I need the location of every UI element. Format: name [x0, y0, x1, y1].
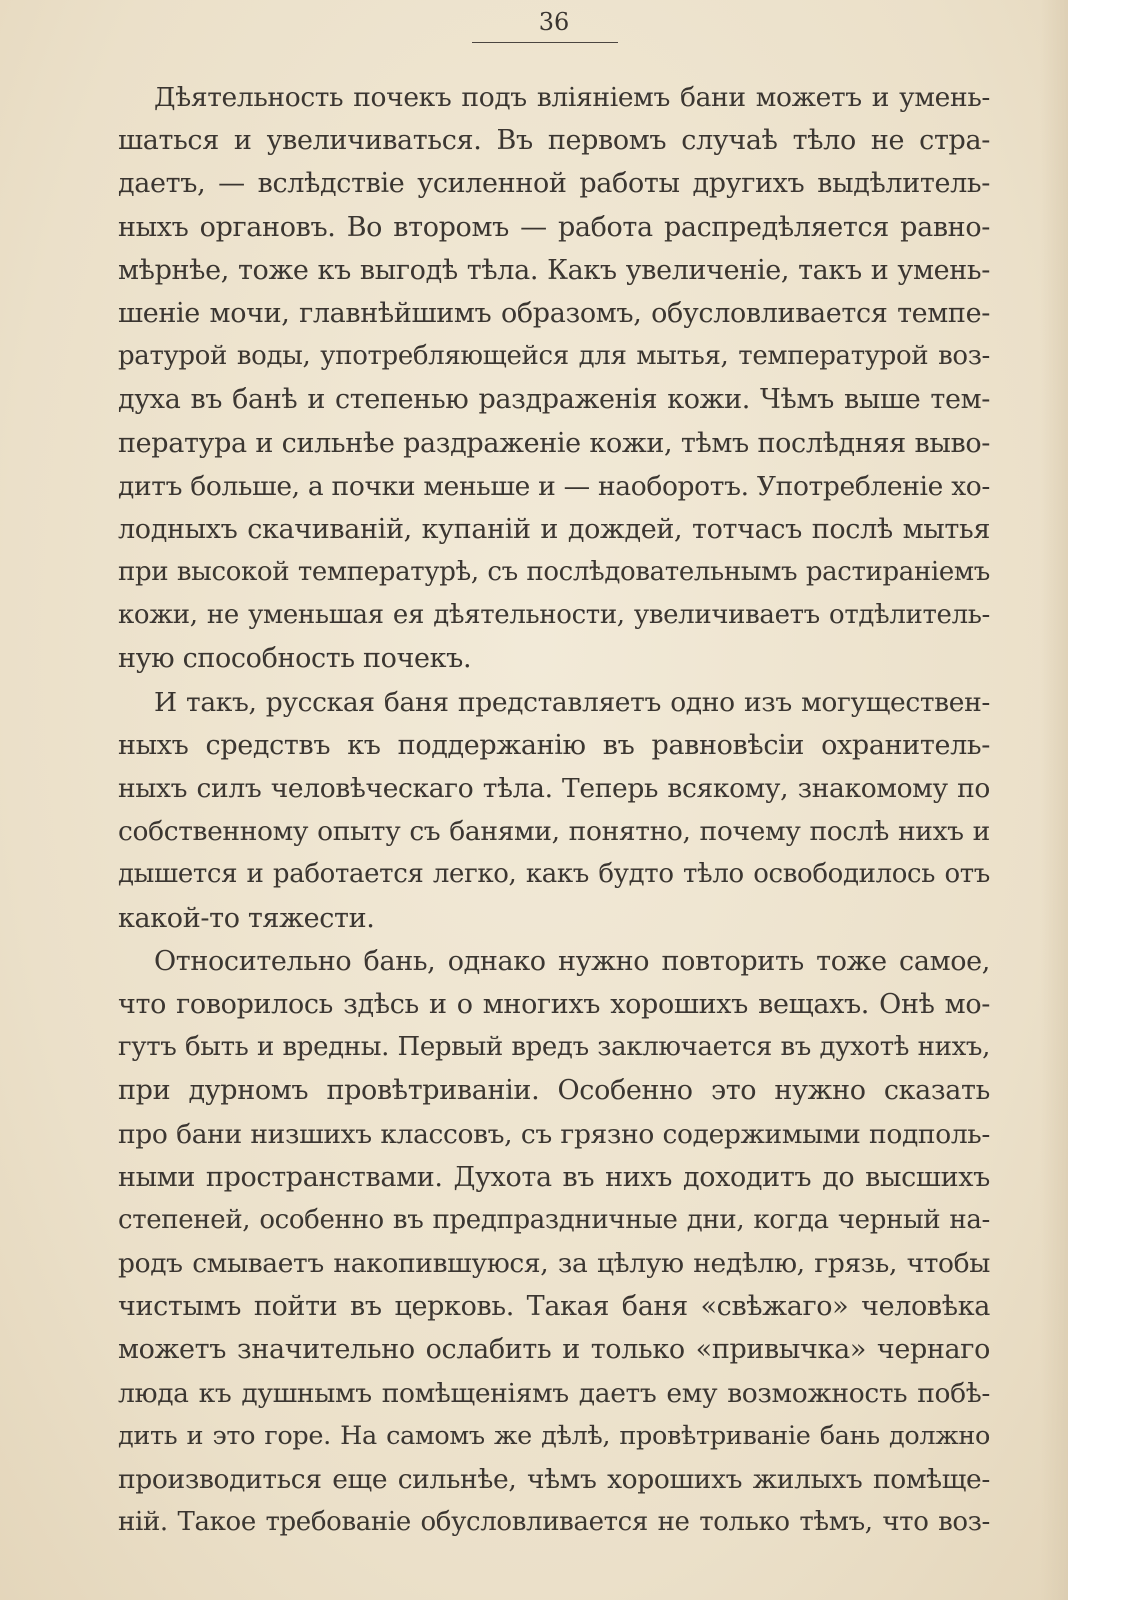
text-line: ныхъ силъ человѣческаго тѣла. Теперь всякому, знакомому по [118, 773, 990, 804]
text-line: при дурномъ провѣтриваніи. Особенно это нужно сказать [118, 1075, 990, 1107]
text-line: собственному опыту съ банями, понятно, почему послѣ нихъ и [118, 816, 990, 848]
text-line: мѣрнѣе, тоже къ выгодѣ тѣла. Какъ увеличеніе, такъ и умень- [118, 254, 990, 286]
text-line: про бани низшихъ классовъ, съ грязно содержимыми подполь- [118, 1118, 990, 1150]
paragraph-3 [118, 940, 990, 1545]
text-line: кожи, не уменьшая ея дѣятельности, увеличиваетъ отдѣлитель- [118, 600, 990, 631]
text-line: производиться еще сильнѣе, чѣмъ хорошихъ жилыхъ помѣще- [118, 1464, 990, 1495]
text-line: при высокой температурѣ, съ послѣдовательнымъ растираніемъ [118, 557, 990, 588]
text-line: можетъ значительно ослабить и только «привычка» чернаго [118, 1334, 990, 1366]
text-line: какой-то тяжести. [118, 902, 375, 934]
text-line: духа въ банѣ и степенью раздраженія кожи. Чѣмъ выше тем- [118, 384, 990, 416]
page-edge-shadow [1040, 0, 1068, 1600]
text-line: ній. Такое требованіе обусловливается не только тѣмъ, что воз- [118, 1507, 990, 1538]
text-line: И такъ, русская баня представляетъ одно изъ могуществен- [154, 686, 990, 718]
page-number: 36 [538, 8, 570, 36]
text-line: даетъ, — вслѣдствіе усиленной работы другихъ выдѣлитель- [118, 168, 990, 200]
text-line: степеней, особенно въ предпраздничные дни, когда черный на- [118, 1204, 990, 1235]
paragraph-2 [118, 681, 990, 940]
text-line: лодныхъ скачиваній, купаній и дождей, тотчасъ послѣ мытья [118, 513, 990, 545]
text-line: ныхъ средствъ къ поддержанію въ равновѣсіи охранитель- [118, 729, 990, 761]
text-line: ныхъ органовъ. Во второмъ — работа распредѣляется равно- [118, 211, 990, 243]
text-line: шаться и увеличиваться. Въ первомъ случаѣ тѣло не стра- [118, 125, 990, 157]
text-line: дить и это горе. На самомъ же дѣлѣ, провѣтриваніе бань должно [118, 1420, 990, 1451]
text-line: люда къ душнымъ помѣщеніямъ даетъ ему возможность побѣ- [118, 1377, 990, 1409]
text-line: ными пространствами. Духота въ нихъ доходитъ до высшихъ [118, 1161, 990, 1193]
text-line: чистымъ пойти въ церковь. Такая баня «свѣжаго» человѣка [118, 1291, 990, 1323]
page-body-text [118, 76, 990, 1544]
text-line: дышется и работается легко, какъ будто тѣло освободилось отъ [118, 859, 990, 890]
text-line: гутъ быть и вредны. Первый вредъ заключается въ духотѣ нихъ, [118, 1032, 990, 1063]
text-line: Относительно бань, однако нужно повторить тоже самое, [154, 945, 990, 977]
text-line: шеніе мочи, главнѣйшимъ образомъ, обусловливается темпе- [118, 297, 990, 329]
text-line: пература и сильнѣе раздраженіе кожи, тѣмъ послѣдняя выво- [118, 427, 990, 459]
text-line: ратурой воды, употребляющейся для мытья, температурой воз- [118, 341, 990, 372]
text-line: ную способность почекъ. [118, 643, 472, 675]
text-line: что говорилось здѣсь и о многихъ хорошихъ вещахъ. Онѣ мо- [118, 988, 990, 1020]
text-line: дитъ больше, а почки меньше и — наоборотъ. Употребленіе хо- [118, 470, 990, 502]
text-line: Дѣятельность почекъ подъ вліяніемъ бани можетъ и умень- [154, 82, 990, 113]
paragraph-1 [118, 76, 990, 681]
text-line: родъ смываетъ накопившуюся, за цѣлую недѣлю, грязь, чтобы [118, 1248, 990, 1280]
header-rule [472, 42, 618, 43]
